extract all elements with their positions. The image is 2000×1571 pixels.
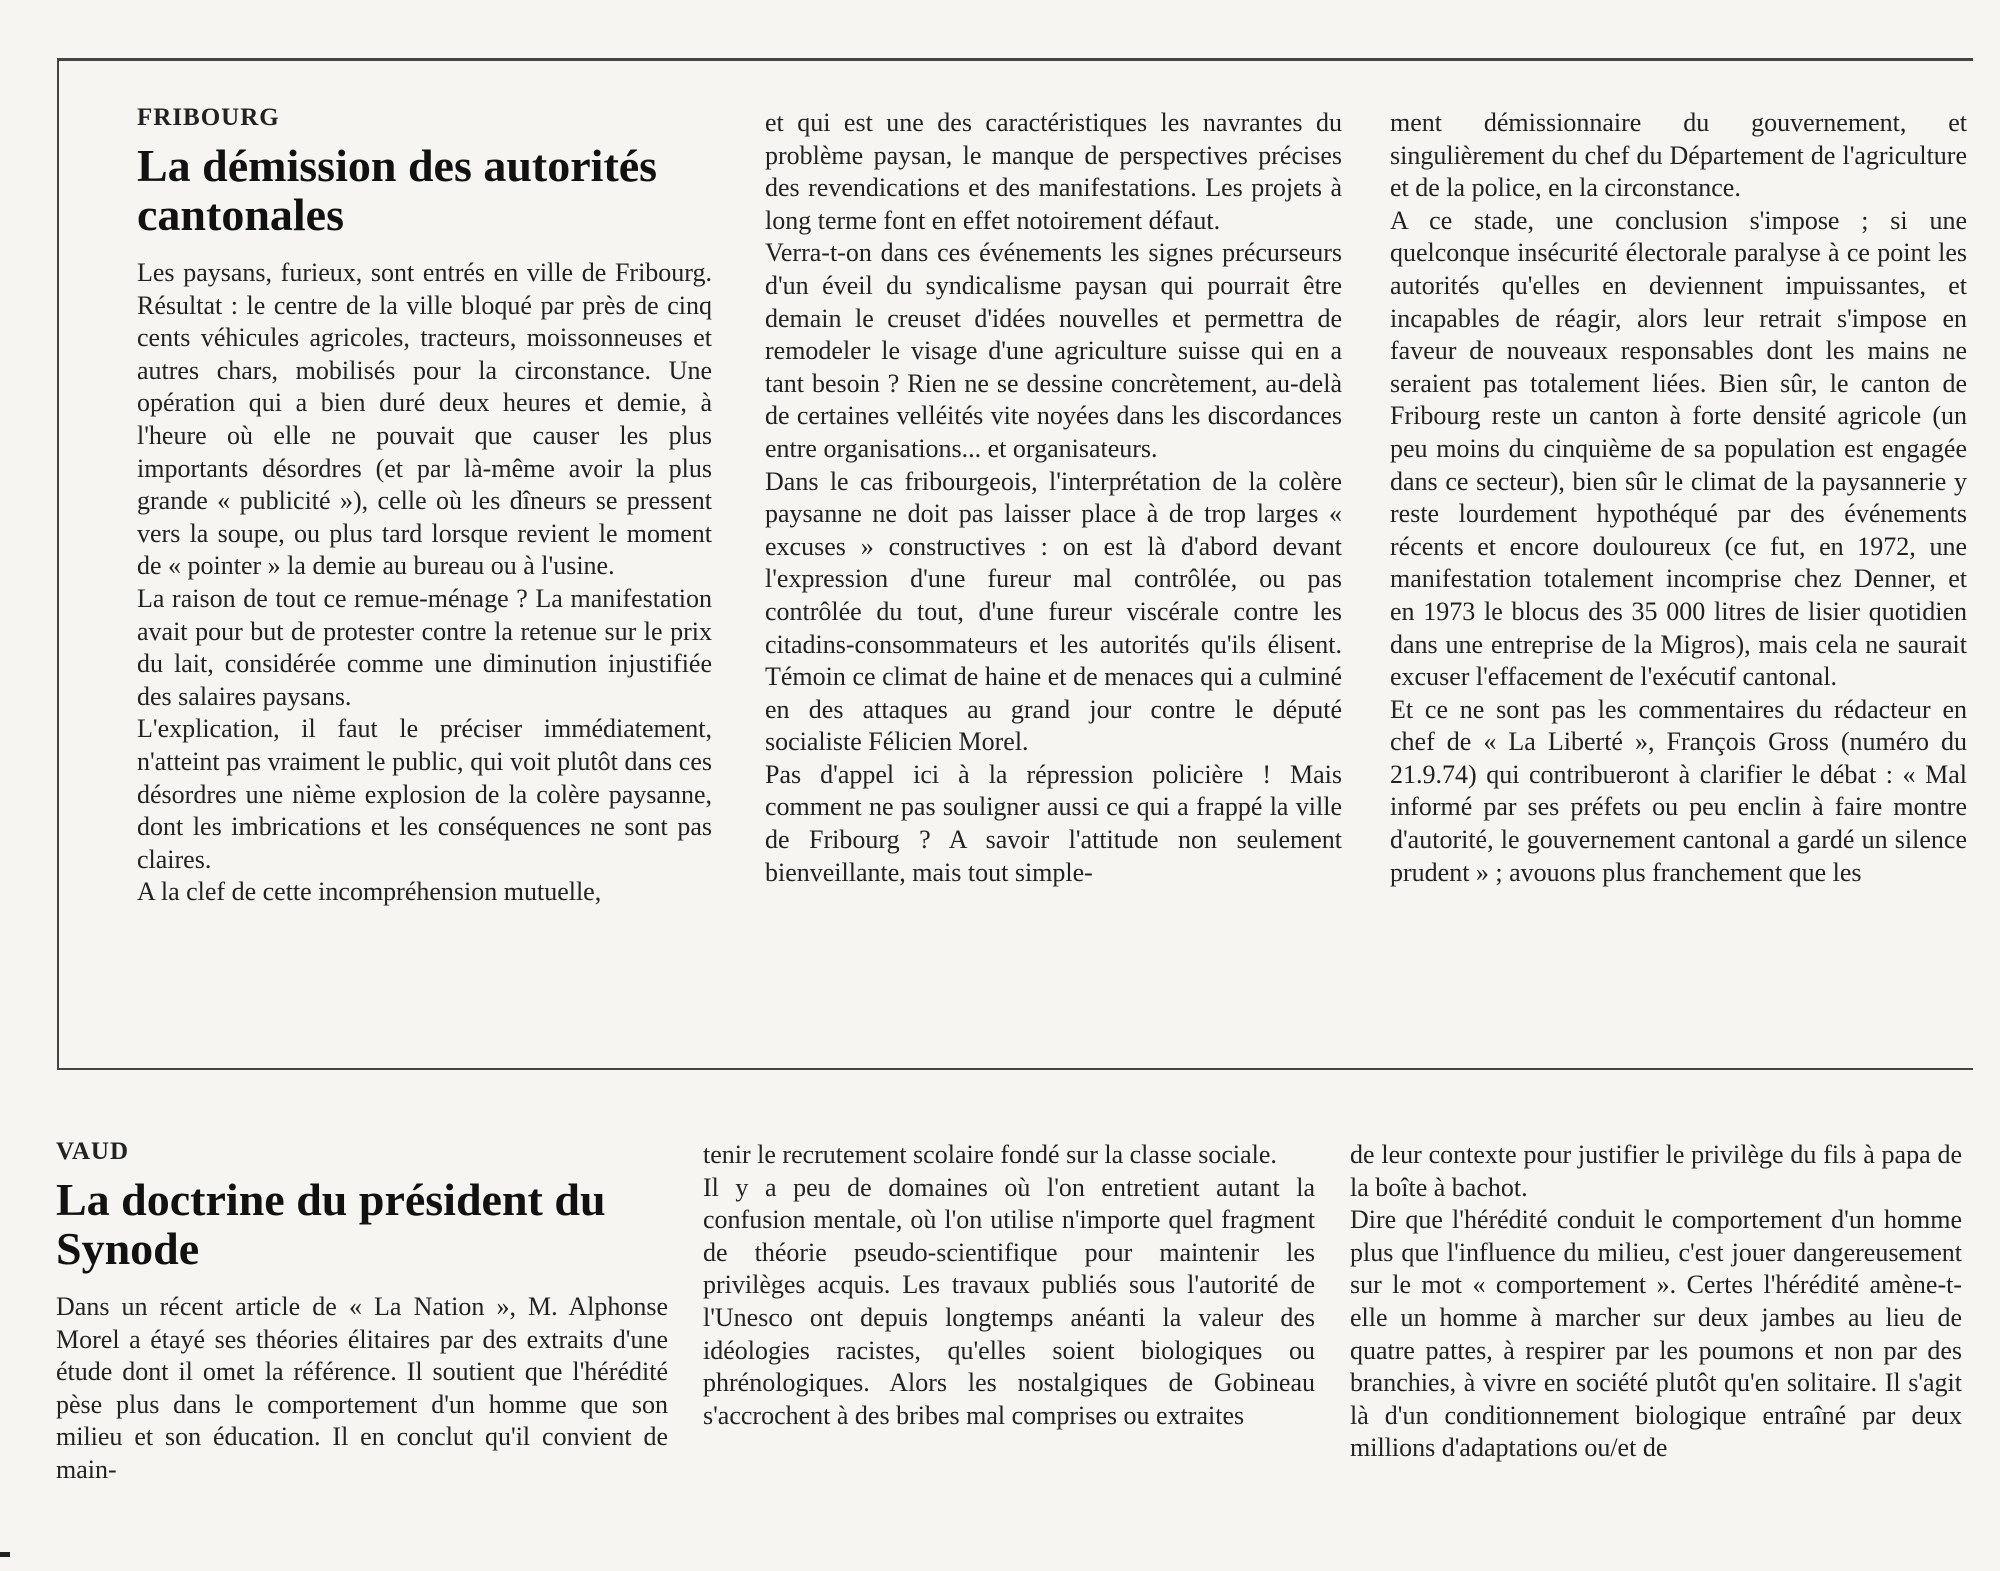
paragraph: Dire que l'hérédité conduit le comportement d'un homme plus que l'influence du milieu, c'est jouer dangereusement sur le mot « comportement ». Certes l'hérédité amène-t-elle un homme à marcher sur deux jambes au lieu de quatre pattes, à respirer par les poumons et non par des branchies, à vivre en société plutôt qu'en solitaire. Il s'agit là d'un conditionnement biologique entraîné par deux millions d'adaptations ou/et de bbox=[1350, 1205, 1962, 1463]
paragraph: A ce stade, une conclusion s'impose ; si une quelconque insécurité électorale paralyse à ce point les autorités qu'elles en deviennent impuissantes, et incapables de réagir, alors leur retrait s'impose en faveur de nouveaux responsables dont les mains ne seraient pas totalement liées. Bien sûr, le canton de Fribourg reste un canton à forte densité agricole (un peu moins du cinquième de sa population est engagée dans ce secteur), bien sûr le climat de la paysannerie y reste lourdement hypothéqué par des événements récents et encore douloureux (ce fut, en 1972, une manifestation totalement incomprise chez Denner, et en 1973 le blocus des 35 000 litres de lisier quotidien dans une entreprise de la Migros), mais cela ne saurait excuser l'effacement de l'exécutif cantonal. bbox=[1390, 205, 1967, 692]
paragraph: Dans un récent article de « La Nation », M. Alphonse Morel a étayé ses théories élitaires par des extraits d'une étude dont il omet la référence. Il soutient que l'hérédité pèse plus dans le comportement d'un homme que son milieu et son éducation. Il en conclut qu'il convient de main- bbox=[56, 1292, 668, 1484]
fribourg-kicker: FRIBOURG bbox=[137, 104, 280, 131]
paragraph: Verra-t-on dans ces événements les signes précurseurs d'un éveil du syndicalisme paysan qui pourrait être demain le creuset d'idées nouvelles et permettra de remodeler le visage d'une agriculture suisse qui en a tant besoin ? Rien ne se dessine concrètement, au-delà de certaines velléités vite noyées dans les discordances entre organisations... et organisateurs. bbox=[765, 238, 1342, 463]
fribourg-column-1 bbox=[137, 103, 712, 909]
paragraph: de leur contexte pour justifier le privilège du fils à papa de la boîte à bachot. bbox=[1350, 1140, 1962, 1202]
paragraph: La raison de tout ce remue-ménage ? La manifestation avait pour but de protester contre la retenue sur le prix du lait, considérée comme une diminution injustifiée des salaires paysans. bbox=[137, 583, 712, 711]
vaud-column-1 bbox=[56, 1137, 668, 1487]
paragraph: A la clef de cette incompréhension mutuelle, bbox=[137, 877, 602, 907]
vaud-column-2 bbox=[703, 1139, 1315, 1432]
fribourg-column-2 bbox=[765, 107, 1342, 889]
paragraph: Il y a peu de domaines où l'on entretient autant la confusion mentale, où l'on utilise n'importe quel fragment de théorie pseudo-scientifique pour maintenir les privilèges acquis. Les travaux publiés sous l'autorité de l'Unesco ont depuis longtemps anéanti la valeur des idéologies racistes, qu'elles soient biologiques ou phrénologiques. Alors les nostalgiques de Gobineau s'accrochent à des bribes mal comprises ou extraites bbox=[703, 1172, 1315, 1430]
paragraph: tenir le recrutement scolaire fondé sur la classe sociale. bbox=[703, 1140, 1277, 1169]
paragraph: Les paysans, furieux, sont entrés en ville de Fribourg. Résultat : le centre de la ville bloqué par près de cinq cents véhicules agricoles, tracteurs, moissonneuses et autres chars, mobilisés pour la circonstance. Une opération qui a bien duré deux heures et demie, à l'heure où elle ne pouvait que causer les plus importants désordres (et par là-même avoir la plus grande « publicité »), celle où les dîneurs se pressent vers la soupe, ou plus tard lorsque revient le moment de « pointer » la demie au bureau ou à l'usine. bbox=[137, 258, 712, 581]
paragraph: ment démissionnaire du gouvernement, et singulièrement du chef du Département de l'agriculture et de la police, en la circonstance. bbox=[1390, 108, 1967, 203]
paragraph: et qui est une des caractéristiques les navrantes du problème paysan, le manque de perspectives précises des revendications et des manifestations. Les projets à long terme font en effet notoirement défaut. bbox=[765, 108, 1342, 235]
vaud-headline: La doctrine du président du Synode bbox=[56, 1174, 606, 1274]
fribourg-column-3 bbox=[1390, 107, 1967, 889]
paragraph: Pas d'appel ici à la répression policière ! Mais comment ne pas souligner aussi ce qui a frappé la ville de Fribourg ? A savoir l'attitude non seulement bienveillante, mais tout simple- bbox=[765, 759, 1342, 887]
fribourg-headline: La démission des autorités cantonales bbox=[137, 140, 658, 240]
vaud-column-3 bbox=[1350, 1139, 1962, 1465]
paragraph: Et ce ne sont pas les commentaires du rédacteur en chef de « La Liberté », François Gross (numéro du 21.9.74) qui contribueront à clarifier le débat : « Mal informé par ses préfets ou peu enclin à faire montre d'autorité, le gouvernement cantonal a gardé un silence prudent » ; avouons plus franchement que les bbox=[1390, 694, 1967, 887]
vaud-kicker: VAUD bbox=[56, 1138, 129, 1165]
page-edge-mark bbox=[0, 1552, 10, 1557]
paragraph: L'explication, il faut le préciser immédiatement, n'atteint pas vraiment le public, qui voit plutôt dans ces désordres une nième explosion de la colère paysanne, dont les imbrications et les conséquences ne sont pas claires. bbox=[137, 714, 712, 874]
paragraph: Dans le cas fribourgeois, l'interprétation de la colère paysanne ne doit pas laisser place à de trop larges « excuses » constructives : on est là d'abord devant l'expression d'une fureur mal contrôlée, ou pas contrôlée du tout, d'une fureur viscérale contre les citadins-consommateurs et les autorités qu'ils élisent. Témoin ce climat de haine et de menaces qui a culminé en des attaques au grand jour contre le député socialiste Félicien Morel. bbox=[765, 466, 1342, 757]
